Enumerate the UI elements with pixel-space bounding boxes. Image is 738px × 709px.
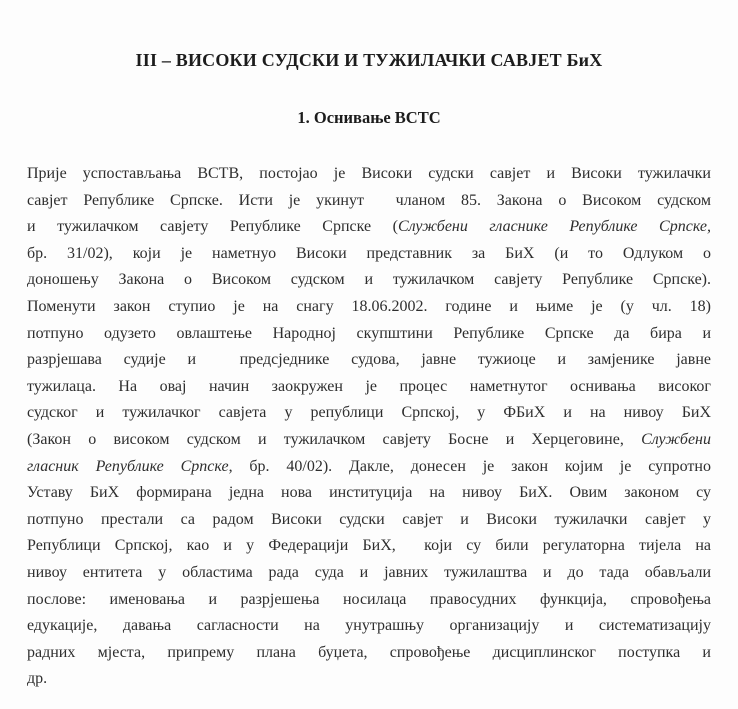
text-line: Републици Српској, као и у Федерацији БиХ, који су били регулаторна тијела на bbox=[27, 537, 711, 555]
text-line: нивоу ентитета у областима рада суда и јавних тужилаштва и до тада обављали bbox=[27, 563, 711, 581]
text-line: послове: именовања и разрјешења носилаца правосудних функција, спровођења bbox=[27, 590, 711, 608]
text-line: Уставу БиХ формирана једна нова институција на нивоу БиХ. Овим законом су bbox=[27, 484, 711, 502]
text-line: радних мјеста, припрему плана буџета, спровођење дисциплинског поступка и bbox=[27, 643, 711, 661]
body-paragraph bbox=[27, 161, 711, 693]
text-line: бр. 31/02), који је наметнуо Високи представник за БиХ (и то Одлуком о bbox=[27, 244, 711, 262]
section-heading: 1. Оснивање ВСТС bbox=[297, 108, 441, 127]
text-line: Поменути закон ступио је на снагу 18.06.2002. године и њиме је (у чл. 18) bbox=[27, 297, 711, 315]
text-line: савјет Републике Српске. Исти је укинут чланом 85. Закона о Високом судском bbox=[27, 191, 711, 209]
text-line: судског и тужилачког савјета у републици Српској, у ФБиХ и на нивоу БиХ bbox=[27, 404, 711, 422]
text-line: (Закон о високом судском и тужилачком савјету Босне и Херцеговине, Службени bbox=[27, 430, 711, 448]
text-line: Прије успостављања ВСТВ, постојао је Високи судски савјет и Високи тужилачки bbox=[27, 165, 711, 182]
text-line: едукације, давања сагласности на унутрашњу организацију и систематизацију bbox=[27, 617, 711, 635]
document-title: III – ВИСОКИ СУДСКИ И ТУЖИЛАЧКИ САВЈЕТ БиХ bbox=[135, 50, 603, 70]
text-line: доношењу Закона о Високом судском и тужилачком савјету Републике Српске). bbox=[27, 271, 711, 289]
text-line: др. bbox=[27, 670, 48, 688]
text-line: потпуно престали са радом Високи судски савјет и Високи тужилачки савјет у bbox=[27, 510, 711, 528]
text-line: разрјешава судије и предсједнике судова, јавне тужиоце и замјенике јавне bbox=[27, 351, 711, 369]
text-line: тужилаца. На овај начин заокружен је процес наметнутог оснивања високог bbox=[27, 377, 711, 395]
text-line: потпуно одузето овлаштење Народној скупштини Републике Српске да бира и bbox=[27, 324, 711, 342]
text-line: гласник Републике Српске, бр. 40/02). Дакле, донесен је закон којим је супротно bbox=[27, 457, 711, 475]
text-line: и тужилачком савјету Републике Српске (Службени гласнике Републике Српске, bbox=[27, 218, 712, 236]
